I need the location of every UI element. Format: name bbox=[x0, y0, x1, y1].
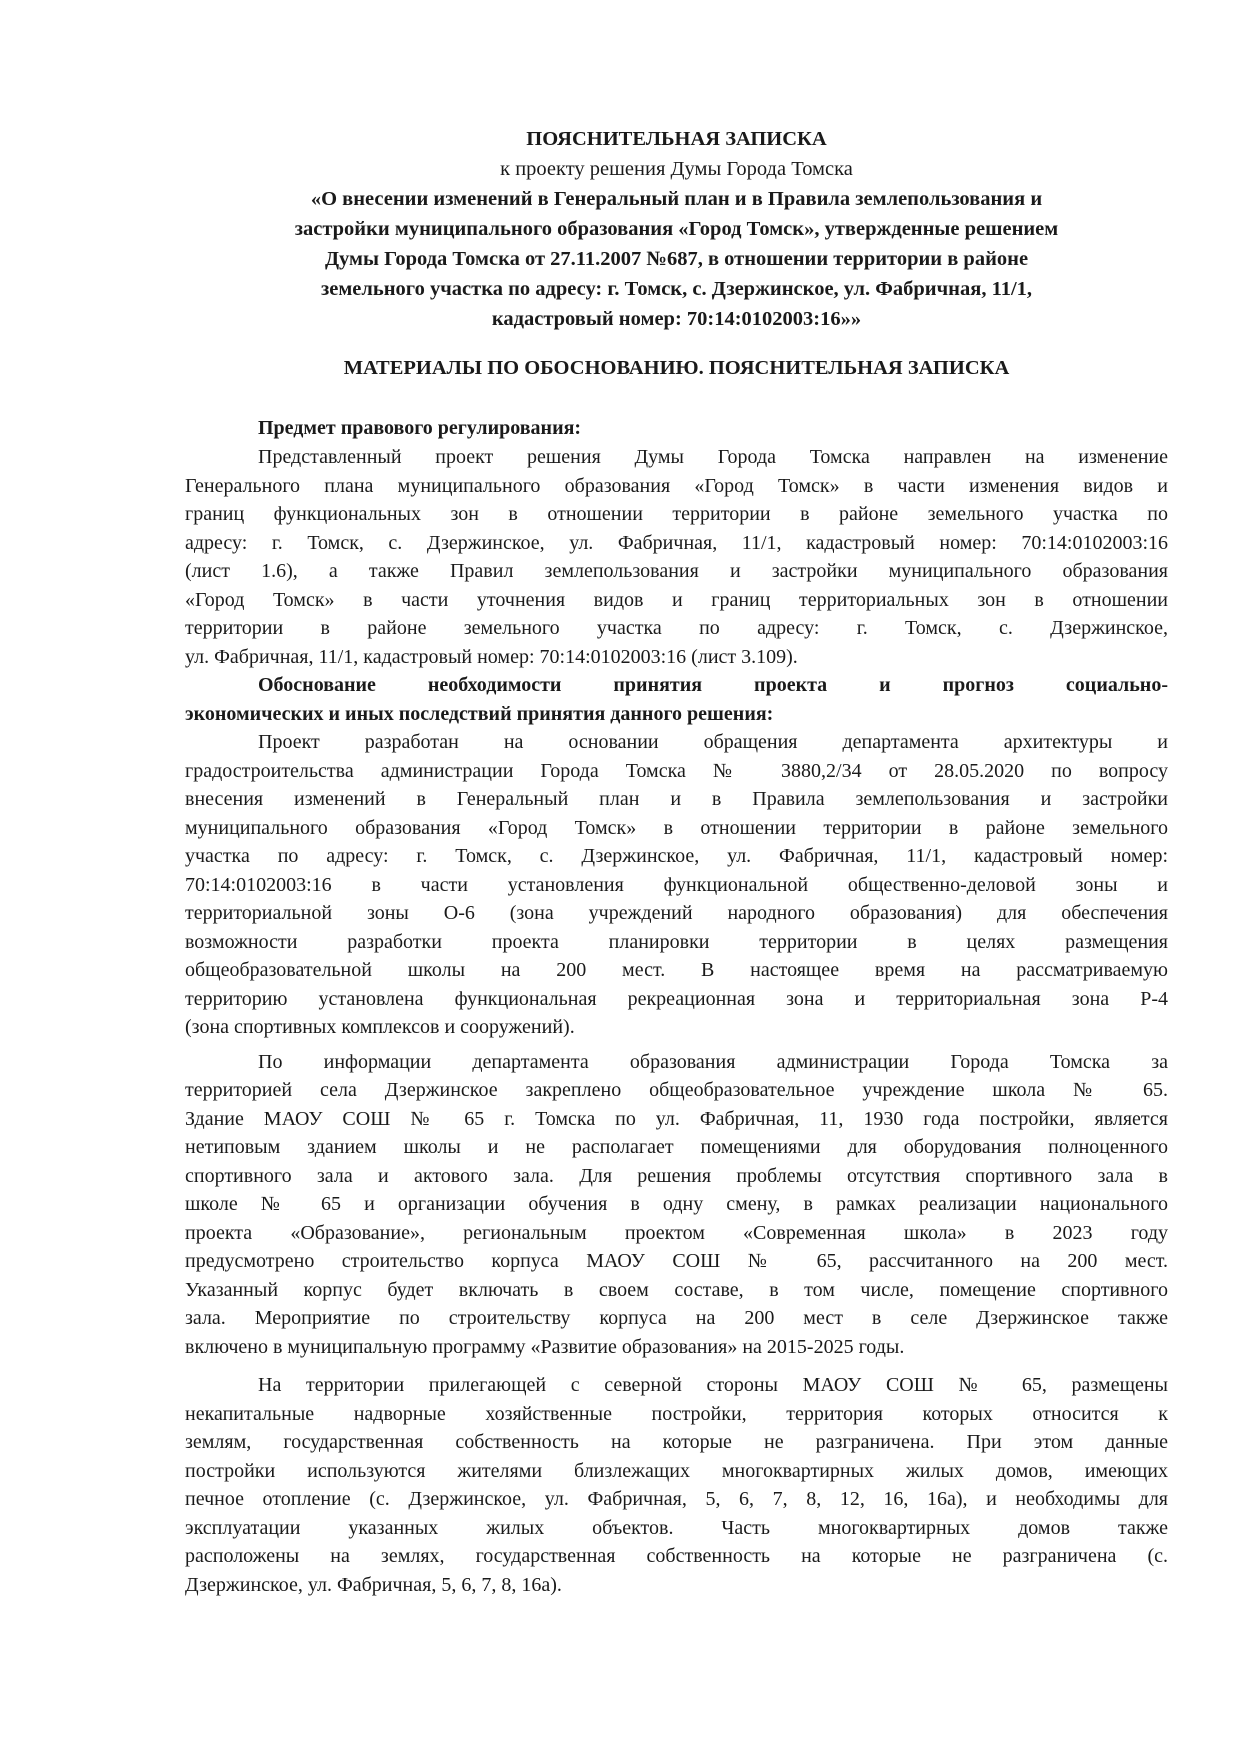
subject-heading: Предмет правового регулирования: bbox=[258, 417, 582, 439]
text-line: Представленный проект решения Думы Города Томска направлен на изменение bbox=[258, 446, 1168, 468]
text-line: Генерального плана муниципального образования «Город Томск» в части изменения видов и bbox=[185, 474, 1168, 497]
text-line: территории в районе земельного участка по адресу: г. Томск, с. Дзержинское, bbox=[185, 617, 1168, 639]
text-line: общеобразовательной школы на 200 мест. В настоящее время на рассматриваемую bbox=[185, 959, 1168, 981]
document-subject bbox=[185, 184, 1168, 334]
text-line: 70:14:0102003:16 в части установления функциональной общественно-деловой зоны и bbox=[185, 873, 1168, 896]
bold-heading-paragraph bbox=[185, 671, 1168, 728]
text-line: эксплуатации указанных жилых объектов. Часть многоквартирных домов также bbox=[185, 1516, 1168, 1539]
subject-line: кадастровый номер: 70:14:0102003:16»» bbox=[491, 308, 862, 330]
text-line: постройки используются жителями близлежащих многоквартирных жилых домов, имеющих bbox=[185, 1459, 1168, 1482]
document-title: ПОЯСНИТЕЛЬНАЯ ЗАПИСКА bbox=[526, 128, 827, 150]
text-line: Здание МАОУ СОШ № 65 г. Томска по ул. Фабричная, 11, 1930 года постройки, является bbox=[185, 1107, 1168, 1130]
text-line: территорией села Дзержинское закреплено общеобразовательное учреждение школа № 65. bbox=[185, 1079, 1168, 1101]
text-line: предусмотрено строительство корпуса МАОУ СОШ № 65, рассчитанного на 200 мест. bbox=[185, 1250, 1168, 1272]
subject-line: Думы Города Томска от 27.11.2007 №687, в отношении территории в районе bbox=[324, 248, 1029, 270]
paragraph bbox=[185, 728, 1168, 1042]
document-body bbox=[185, 443, 1168, 1599]
text-line: некапитальные надворные хозяйственные постройки, территория которых относится к bbox=[185, 1402, 1168, 1425]
text-line: спортивного зала и актового зала. Для решения проблемы отсутствия спортивного зала в bbox=[185, 1164, 1168, 1187]
text-line: внесения изменений в Генеральный план и в Правила землепользования и застройки bbox=[185, 788, 1168, 810]
text-line: проекта «Образование», региональным проектом «Современная школа» в 2023 году bbox=[185, 1221, 1168, 1244]
text-line: включено в муниципальную программу «Развитие образования» на 2015-2025 годы. bbox=[185, 1335, 905, 1358]
text-line: адресу: г. Томск, с. Дзержинское, ул. Фабричная, 11/1, кадастровый номер: 70:14:0102003:16 bbox=[185, 531, 1168, 554]
text-line: участка по адресу: г. Томск, с. Дзержинское, ул. Фабричная, 11/1, кадастровый номер: bbox=[185, 845, 1168, 867]
section-title: МАТЕРИАЛЫ ПО ОБОСНОВАНИЮ. ПОЯСНИТЕЛЬНАЯ ЗАПИСКА bbox=[343, 357, 1010, 379]
subject-line: земельного участка по адресу: г. Томск, с. Дзержинское, ул. Фабричная, 11/1, bbox=[320, 278, 1033, 300]
text-line: градостроительства администрации Города Томска № 3880,2/34 от 28.05.2020 по вопросу bbox=[185, 759, 1168, 782]
text-line: нетиповым зданием школы и не располагает помещениями для оборудования полноценного bbox=[185, 1136, 1168, 1158]
document-page bbox=[185, 124, 1168, 1599]
paragraph bbox=[185, 443, 1168, 671]
text-line: возможности разработки проекта планировки территории в целях размещения bbox=[185, 930, 1168, 953]
document-subtitle: к проекту решения Думы Города Томска bbox=[500, 158, 853, 180]
text-line: расположены на землях, государственная собственность на которые не разграничена (с. bbox=[185, 1545, 1168, 1567]
text-line: (зона спортивных комплексов и сооружений). bbox=[185, 1016, 575, 1038]
text-line: Указанный корпус будет включать в своем составе, в том числе, помещение спортивного bbox=[185, 1278, 1168, 1301]
paragraph bbox=[185, 1371, 1168, 1599]
text-line: зала. Мероприятие по строительству корпуса на 200 мест в селе Дзержинское также bbox=[185, 1307, 1168, 1329]
text-line: территорию установлена функциональная рекреационная зона и территориальная зона Р-4 bbox=[185, 987, 1168, 1010]
text-line: школе № 65 и организации обучения в одну смену, в рамках реализации национального bbox=[185, 1193, 1168, 1215]
text-line: экономических и иных последствий принятия данного решения: bbox=[185, 702, 774, 725]
text-line: На территории прилегающей с северной стороны МАОУ СОШ № 65, размещены bbox=[258, 1374, 1168, 1396]
text-line: Проект разработан на основании обращения департамента архитектуры и bbox=[258, 731, 1168, 753]
text-line: Дзержинское, ул. Фабричная, 5, 6, 7, 8, 16а). bbox=[185, 1573, 562, 1596]
text-line: Обоснование необходимости принятия проекта и прогноз социально- bbox=[258, 674, 1168, 696]
text-line: муниципального образования «Город Томск» в отношении территории в районе земельного bbox=[185, 816, 1168, 839]
text-line: «Город Томск» в части уточнения видов и границ территориальных зон в отношении bbox=[185, 588, 1168, 611]
paragraph bbox=[185, 1048, 1168, 1362]
text-line: землям, государственная собственность на которые не разграничена. При этом данные bbox=[185, 1431, 1168, 1453]
subject-line: застройки муниципального образования «Город Томск», утвержденные решением bbox=[294, 218, 1059, 240]
subject-line: «О внесении изменений в Генеральный план и в Правила землепользования и bbox=[310, 188, 1043, 210]
text-line: территориальной зоны О-6 (зона учреждений народного образования) для обеспечения bbox=[185, 902, 1168, 924]
text-line: ул. Фабричная, 11/1, кадастровый номер: 70:14:0102003:16 (лист 3.109). bbox=[185, 645, 798, 668]
text-line: По информации департамента образования администрации Города Томска за bbox=[258, 1050, 1168, 1073]
text-line: (лист 1.6), а также Правил землепользования и застройки муниципального образования bbox=[185, 560, 1168, 582]
text-line: печное отопление (с. Дзержинское, ул. Фабричная, 5, 6, 7, 8, 12, 16, 16а), и необходимы для bbox=[185, 1488, 1168, 1510]
text-line: границ функциональных зон в отношении территории в районе земельного участка по bbox=[185, 503, 1168, 525]
